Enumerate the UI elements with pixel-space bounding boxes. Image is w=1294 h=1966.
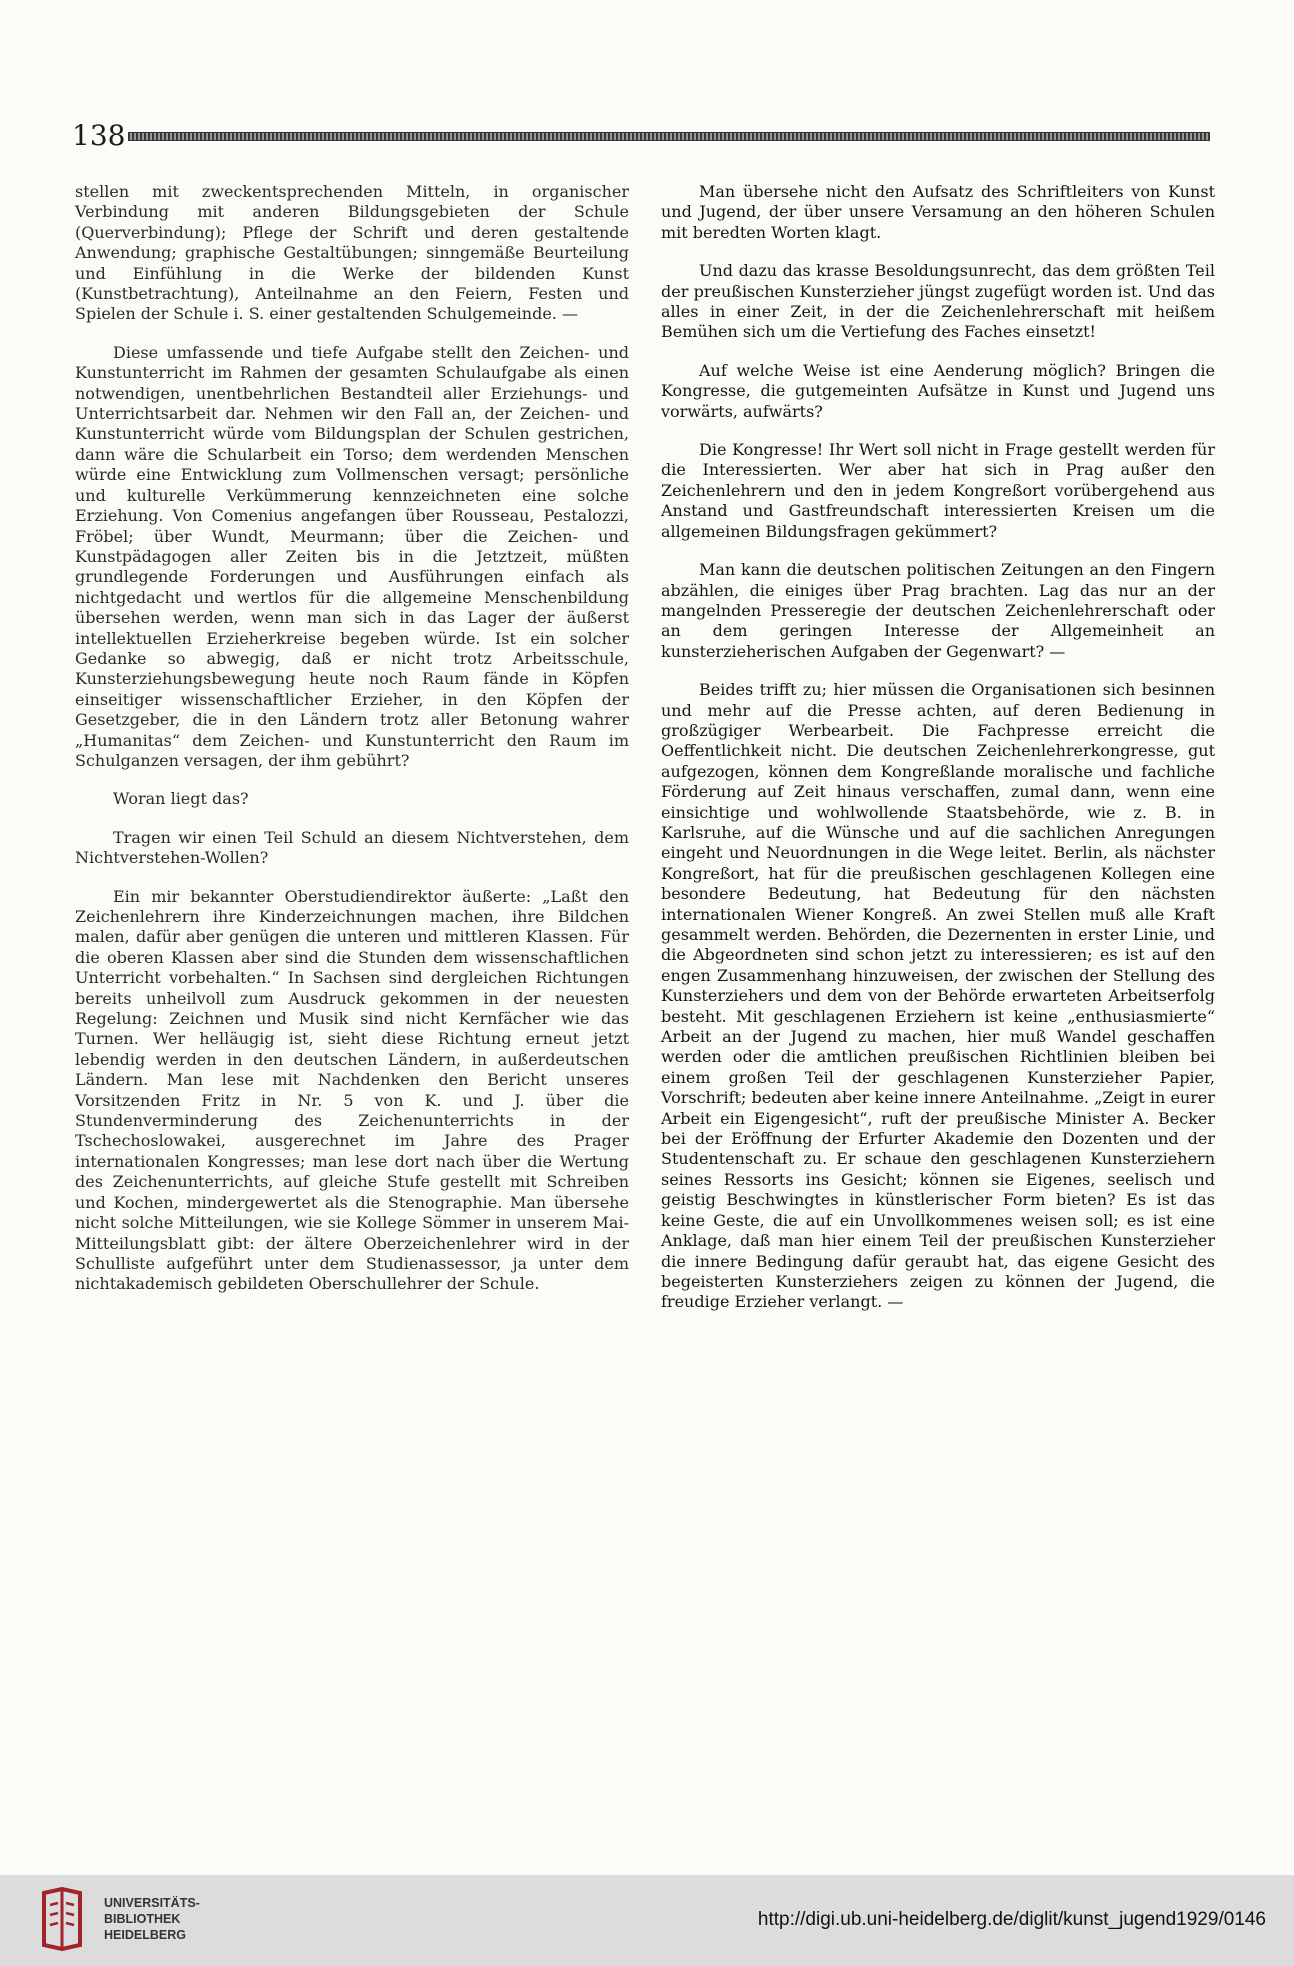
right-paragraph: Beides trifft zu; hier müssen die Organisationen sich besinnen und mehr auf die Presse achten, auf deren Bedienung in großzügiger Werbearbeit. Die Fachpresse erreicht die Oeffentlichkeit nicht. Die deutschen Zeichenlehrerkongresse, gut aufgezogen, können dem Kongreßlande moralische und fachliche Förderung auf Zeit hinaus verschaffen, zumal dann, wenn eine einsichtige und wohlwollende Staatsbehörde, wie z. B. in Karlsruhe, auf die Wünsche und auf die sachlichen Anregungen eingeht und Neuordnungen in die Wege leitet. Berlin, als nächster Kongreßort, hat für die preußischen geschlagenen Kollegen eine besondere Bedeutung, hat Bedeutung für den nächsten internationalen Wiener Kongreß. An zwei Stellen muß alle Kraft gesammelt werden. Behörden, die Dezernenten in erster Linie, und die Abgeordneten sind schon jetzt zu interessieren; es ist auf den engen Zusammenhang hinzuweisen, der zwischen der Stellung des Kunsterziehers und dem von der Behörde erwarteten Arbeitserfolg besteht. Mit geschlagenen Erziehern ist keine „enthusiasmierte“ Arbeit an der Jugend zu machen, hier muß Wandel geschaffen werden oder die amtlichen preußischen Richtlinien bleiben bei einem großen Teil der geschlagenen Kunsterzieher Papier, Vorschrift; bedeuten aber keine innere Anteilnahme. „Zeigt in eurer Arbeit ein Eigengesicht“, ruft der preußische Minister A. Becker bei der Eröffnung der Erfurter Akademie den Dozenten und der Studentenschaft zu. Er schaue den geschlagenen Kunsterziehern seines Ressorts ins Gesicht; können sie Eigenes, seelisch und geistig Beschwingtes in künstlerischer Form bieten? Es ist das keine Geste, die auf ein Unvollkommenes weisen soll; es ist eine Anklage, daß man hier einem Teil der preußischen Kunsterzieher die innere Bedingung dafür geraubt hat, das eigene Gesicht des begeisterten Kunsterziehers zeigen zu können der Jugend, die freudige Erzieher verlangt. — xyxy=(661,680,1215,1312)
library-name xyxy=(104,1895,200,1943)
right-paragraph: Man kann die deutschen politischen Zeitungen an den Fingern abzählen, die einiges über Prag brachten. Lag das nur an der mangelnden Presseregie der deutschen Zeichenlehrerschaft oder an dem geringen Interesse der Allgemeinheit an kunsterzieherischen Aufgaben der Gegenwart? — xyxy=(661,560,1215,661)
header-rule xyxy=(128,132,1210,141)
right-paragraph: Die Kongresse! Ihr Wert soll nicht in Frage gestellt werden für die Interessierten. Wer aber hat sich in Prag außer den Zeichenlehrern und den in jedem Kongreßort vorübergehend aus Anstand und Gastfreundschaft interessierten Kreisen um die allgemeinen Bildungsfragen gekümmert? xyxy=(661,440,1215,541)
page-number: 138 xyxy=(72,119,126,152)
library-name-line-1: UNIVERSITÄTS- xyxy=(104,1896,200,1910)
library-footer xyxy=(0,1875,1294,1966)
page-header xyxy=(72,118,1210,154)
library-logo-icon xyxy=(36,1887,88,1951)
left-paragraph: Ein mir bekannter Oberstudiendirektor äußerte: „Laßt den Zeichenlehrern ihre Kinderzeichnungen machen, ihre Bildchen malen, dafür aber genügen die unteren und mittleren Klassen. Für die oberen Klassen aber sind die Stunden dem wissenschaftlichen Unterricht vorbehalten.“ In Sachsen sind dergleichen Richtungen bereits unheilvoll zum Ausdruck gekommen in der neuesten Regelung: Zeichnen und Musik sind nicht Kernfächer wie das Turnen. Wer helläugig ist, sieht diese Richtung erneut jetzt lebendig werden in den deutschen Ländern, in außerdeutschen Ländern. Man lese mit Nachdenken den Bericht unseres Vorsitzenden Fritz in Nr. 5 von K. und J. über die Stundenverminderung des Zeichenunterrichts in der Tschechoslowakei, ausgerechnet im Jahre des Prager internationalen Kongresses; man lese dort nach über die Wertung des Zeichenunterrichts, auf gleiche Stufe gestellt mit Schreiben und Kochen, mindergewertet als die Stenographie. Man übersehe nicht solche Mitteilungen, wie sie Kollege Sömmer in unserem Mai-Mitteilungsblatt gibt: der ältere Oberzeichenlehrer wird in der Schulliste aufgeführt unter dem Studienassessor, ja unter dem nichtakademisch gebildeten Oberschullehrer der Schule. xyxy=(75,886,629,1294)
left-paragraph: Diese umfassende und tiefe Aufgabe stellt den Zeichen- und Kunstunterricht im Rahmen der gesamten Schulaufgabe als einen notwendigen, unentbehrlichen Bestandteil aller Erziehungs- und Unterrichtsarbeit dar. Nehmen wir den Fall an, der Zeichen- und Kunstunterricht würde vom Bildungsplan der Schulen gestrichen, dann wäre die Schularbeit ein Torso; dem werdenden Menschen würde eine Entwicklung zum Vollmenschen versagt; persönliche und kulturelle Verkümmerung kennzeichneten eine solche Erziehung. Von Comenius angefangen über Rousseau, Pestalozzi, Fröbel; über Wundt, Meurmann; über die Zeichen- und Kunstpädagogen aller Zeiten bis in die Jetztzeit, müßten grundlegende Forderungen und Ausführungen einfach als nichtgedacht und wertlos für die allgemeine Menschenbildung übersehen werden, wenn man sich in das Lager der äußerst intellektuellen Erzieherkreise begeben würde. Ist ein solcher Gedanke so abwegig, daß er nicht trotz Arbeitsschule, Kunsterziehungsbewegung heute noch Raum fände in Köpfen einseitiger wissenschaftlicher Erzieher, in den Köpfen der Gesetzgeber, die in den Ländern trotz aller Betonung wahrer „Humanitas“ dem Zeichen- und Kunstunterricht den Raum im Schulganzen versagen, der ihm gebührt? xyxy=(75,342,629,770)
right-paragraph: Man übersehe nicht den Aufsatz des Schriftleiters von Kunst und Jugend, der über unsere Versamung an den höheren Schulen mit beredten Worten klagt. xyxy=(661,182,1215,242)
source-url-link[interactable]: http://digi.ub.uni-heidelberg.de/diglit/kunst_jugend1929/0146 xyxy=(757,1909,1266,1930)
right-paragraph: Auf welche Weise ist eine Aenderung möglich? Bringen die Kongresse, die gutgemeinten Aufsätze in Kunst und Jugend uns vorwärts, aufwärts? xyxy=(661,360,1215,421)
left-paragraph: stellen mit zweckentsprechenden Mitteln, in organischer Verbindung mit anderen Bildungsgebieten der Schule (Querverbindung); Pflege der Schrift und deren gestaltende Anwendung; graphische Gestaltübungen; sinngemäße Beurteilung und Einfühlung in die Werke der bildenden Kunst (Kunstbetrachtung), Anteilnahme an den Feiern, Festen und Spielen der Schule i. S. einer gestaltenden Schulgemeinde. — xyxy=(75,182,629,324)
left-column xyxy=(75,182,629,1313)
library-name-line-3: HEIDELBERG xyxy=(104,1928,186,1942)
left-paragraph: Tragen wir einen Teil Schuld an diesem Nichtverstehen, dem Nichtverstehen-Wollen? xyxy=(75,827,629,868)
right-paragraph: Und dazu das krasse Besoldungsunrecht, das dem größten Teil der preußischen Kunsterzieher jüngst zugefügt worden ist. Und das alles in einer Zeit, in der die Zeichenlehrerschaft mit heißem Bemühen sich um die Vertiefung des Faches einsetzt! xyxy=(661,261,1215,342)
left-paragraph: Woran liegt das? xyxy=(113,789,249,809)
library-name-line-2: BIBLIOTHEK xyxy=(104,1912,181,1926)
right-column xyxy=(661,182,1215,1331)
